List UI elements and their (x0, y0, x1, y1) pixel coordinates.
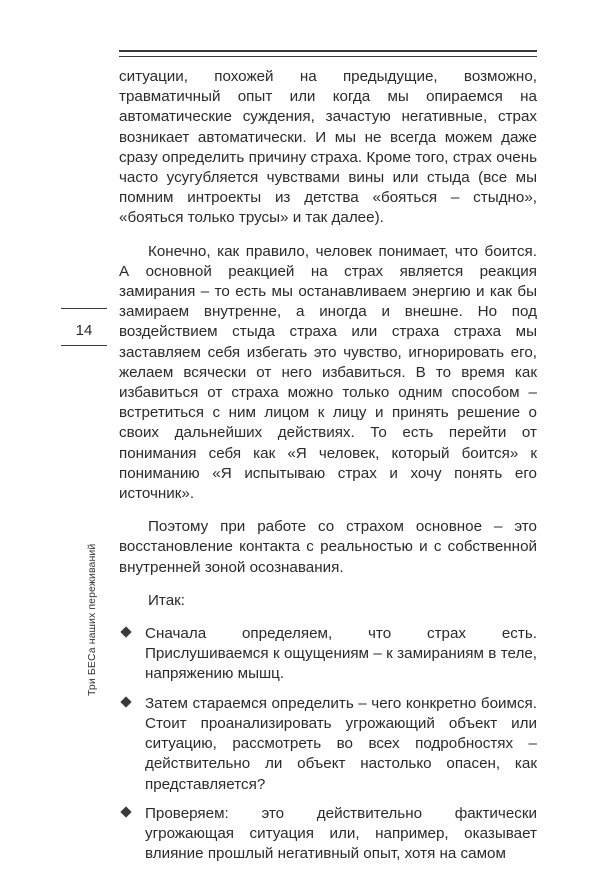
page-number-rule-bottom (61, 345, 107, 346)
list-item-text: Затем стараемся определить – чего конкретно боимся. Стоит проанализировать угрожающий объект или ситуацию, рассмотреть во всех подробностях – действительно ли объект настолько опасен, как представляется? (145, 694, 537, 793)
paragraph-1: ситуации, похожей на предыдущие, возможно, травматичный опыт или когда мы опираемся на автоматические суждения, зачастую негативные, страх возникает автоматически. И мы не всегда можем даже сразу определить причину страха. Кроме того, страх очень часто усугубляется чувствами вины или стыда (все мы помним интроекты из детства «бояться – стыдно», «бояться только трусы» и так далее). (119, 68, 537, 227)
list-item (119, 804, 537, 865)
header-rule-thin (119, 56, 537, 57)
diamond-bullet-icon (120, 806, 131, 817)
bullet-list (119, 624, 537, 864)
body-text (119, 67, 537, 873)
paragraph-3: Поэтому при работе со страхом основное – это восстановление контакта с реальностью и с собственной внутренней зоной осознавания. (119, 518, 537, 576)
page-number-rule-top (61, 308, 107, 309)
header-rule-thick (119, 50, 537, 52)
paragraph-4: Итак: (148, 591, 186, 609)
list-item-text: Проверяем: это действительно фактически угрожающая ситуация или, например, оказывает влияние прошлый негативный опыт, хотя на самом (145, 804, 537, 863)
page-number: 14 (75, 322, 93, 339)
paragraph-2: Конечно, как правило, человек понимает, что боится. А основной реакцией на страх является реакция замирания – то есть мы останавливаем энергию и как бы замираем внутренне, а иногда и внешне. Но под воздействием стыда страха или страха страха мы заставляем себя избегать это чувство, игнорировать его, желаем всячески от него избавиться. В то время как избавиться от страха можно только одним способом – встретиться с ним лицом к лицу и принять решение о своих дальнейших действиях. То есть перейти от понимания себя как «Я человек, который боится» к пониманию «Я испытываю страх и хочу понять его источник». (119, 242, 537, 503)
diamond-bullet-icon (120, 626, 131, 637)
diamond-bullet-icon (120, 696, 131, 707)
list-item (119, 624, 537, 685)
list-item (119, 694, 537, 795)
running-title: Три БЕСа наших переживаний (86, 543, 98, 696)
list-item-text: Сначала определяем, что страх есть. Прислушиваемся к ощущениям – к замираниям в теле, напряжению мышц. (145, 625, 537, 683)
